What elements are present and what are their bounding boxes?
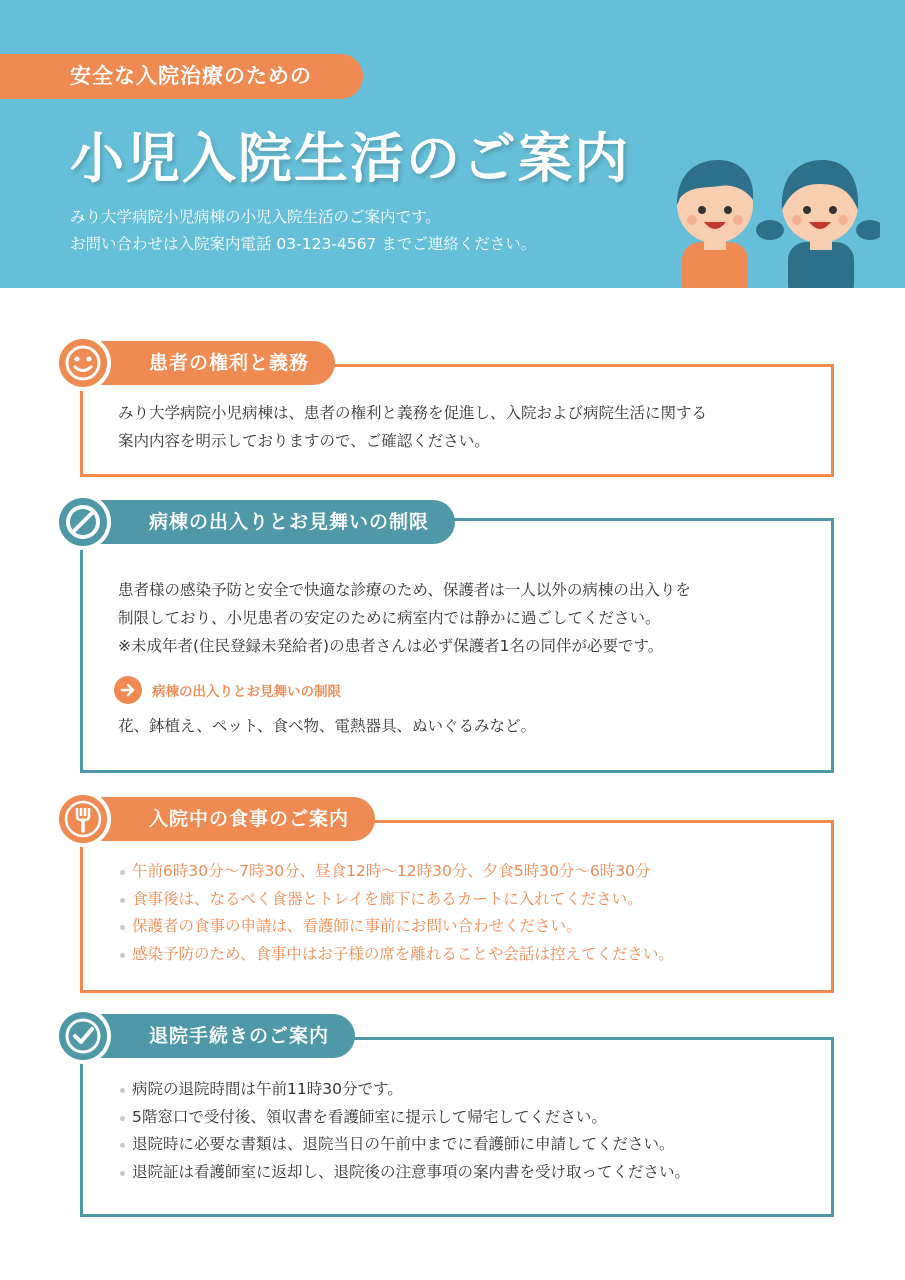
- text-line: ※未成年者(住民登録未発給者)の患者さんは必ず保護者1名の同伴が必要です。: [118, 637, 664, 655]
- text-line: みり大学病院小児病棟は、患者の権利と義務を促進し、入院および病院生活に関する: [118, 404, 708, 422]
- restricted-items-text: 花、鉢植え、ペット、食べ物、電熱器具、ぬいぐるみなど。: [118, 717, 537, 735]
- section-title: 患者の権利と義務: [91, 341, 335, 385]
- page-title: 小児入院生活のご案内: [70, 127, 630, 190]
- list-item: 5階窓口で受付後、領収書を看護師室に提示して帰宅してください。: [118, 1104, 690, 1132]
- list-item: 感染予防のため、食事中はお子様の席を離れることや会話は控えてください。: [118, 941, 674, 969]
- prohibited-icon: [55, 494, 111, 550]
- checkmark-icon: [55, 1008, 111, 1064]
- header-description: [70, 204, 536, 258]
- arrow-right-icon: [114, 676, 142, 704]
- list-item: 保護者の食事の申請は、看護師に事前にお問い合わせください。: [118, 913, 674, 941]
- list-item: 退院時に必要な書類は、退院当日の午前中までに看護師に申請してください。: [118, 1131, 690, 1159]
- girl-illustration: [756, 160, 880, 288]
- meals-list: [118, 858, 674, 968]
- children-illustration: [660, 150, 880, 288]
- header-tagline: 安全な入院治療のための: [0, 54, 363, 99]
- section-title: 入院中の食事のご案内: [91, 797, 375, 841]
- list-item: 午前6時30分〜7時30分、昼食12時〜12時30分、夕食5時30分〜6時30分: [118, 858, 674, 886]
- restricted-items-subheading: [114, 676, 341, 704]
- text-line: 制限しており、小児患者の安定のために病室内では静かに過ごしてください。: [118, 609, 661, 627]
- section-visit-restrictions-text: [118, 576, 691, 660]
- fork-icon: [55, 791, 111, 847]
- section-visit-restrictions-heading: [55, 500, 455, 544]
- list-item: 病院の退院時間は午前11時30分です。: [118, 1076, 690, 1104]
- section-patient-rights-heading: [55, 341, 335, 385]
- list-item: 食事後は、なるべく食器とトレイを廊下にあるカートに入れてください。: [118, 886, 674, 914]
- boy-illustration: [677, 160, 753, 288]
- header-banner: [0, 0, 905, 288]
- discharge-list: [118, 1076, 690, 1186]
- header-description-line2: お問い合わせは入院案内電話 03-123-4567 までご連絡ください。: [70, 235, 537, 253]
- list-item: 退院証は看護師室に返却し、退院後の注意事項の案内書を受け取ってください。: [118, 1159, 690, 1187]
- header-description-line1: みり大学病院小児病棟の小児入院生活のご案内です。: [70, 208, 441, 226]
- section-meals-heading: [55, 797, 375, 841]
- text-line: 案内内容を明示しておりますので、ご確認ください。: [118, 432, 490, 450]
- section-title: 病棟の出入りとお見舞いの制限: [91, 500, 455, 544]
- smiley-icon: [55, 335, 111, 391]
- text-line: 患者様の感染予防と安全で快適な診療のため、保護者は一人以外の病棟の出入りを: [118, 581, 691, 599]
- subheading-label: 病棟の出入りとお見舞いの制限: [152, 684, 341, 700]
- section-discharge-heading: [55, 1014, 355, 1058]
- section-patient-rights-text: [118, 399, 707, 455]
- section-title: 退院手続きのご案内: [91, 1014, 355, 1058]
